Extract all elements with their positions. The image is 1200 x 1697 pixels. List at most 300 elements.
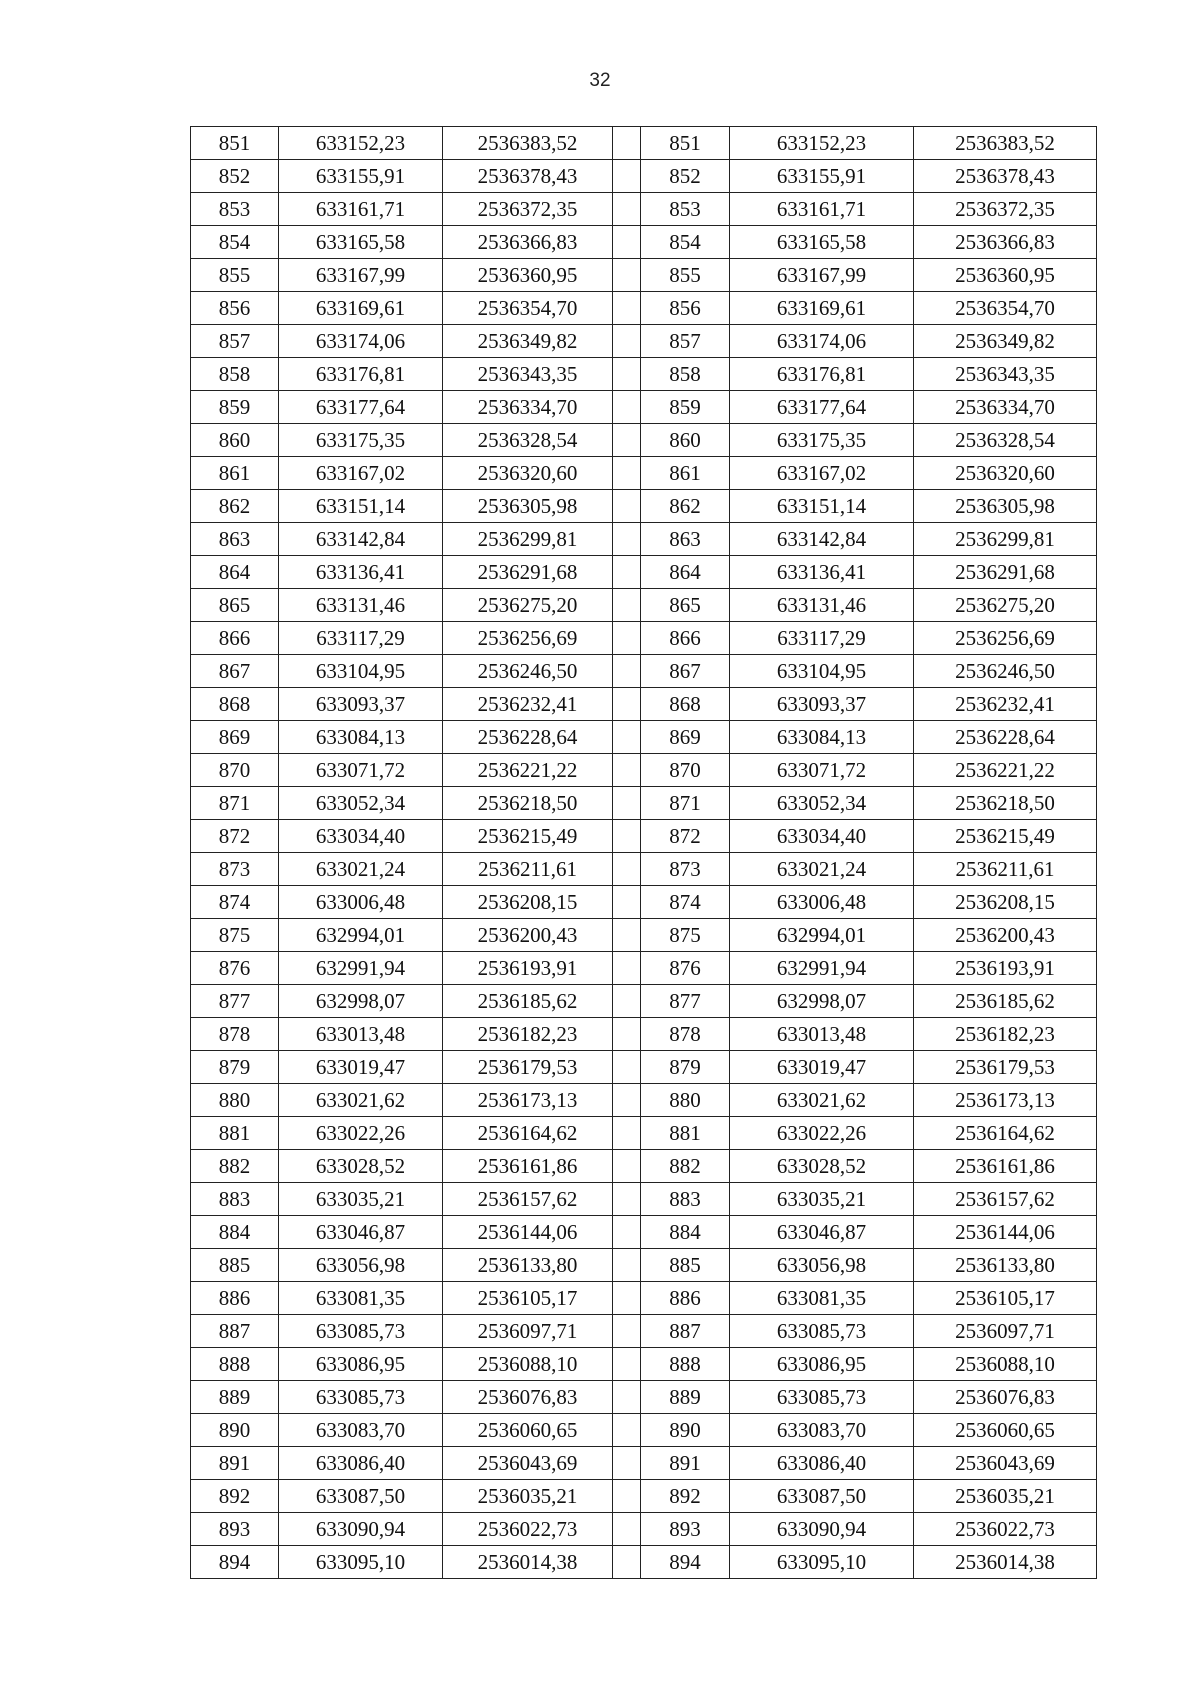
y-coordinate-left-cell: 2536372,35 bbox=[443, 193, 613, 226]
point-number-left-cell: 879 bbox=[191, 1051, 279, 1084]
point-number-left-cell: 893 bbox=[191, 1513, 279, 1546]
point-number-left-cell: 884 bbox=[191, 1216, 279, 1249]
x-coordinate-right-cell: 633176,81 bbox=[730, 358, 914, 391]
x-coordinate-left-cell: 633006,48 bbox=[279, 886, 443, 919]
point-number-right-cell: 885 bbox=[641, 1249, 730, 1282]
separator-cell bbox=[613, 1084, 641, 1117]
separator-cell bbox=[613, 1348, 641, 1381]
page-number: 32 bbox=[589, 70, 611, 91]
separator-cell bbox=[613, 589, 641, 622]
x-coordinate-right-cell: 633087,50 bbox=[730, 1480, 914, 1513]
y-coordinate-left-cell: 2536215,49 bbox=[443, 820, 613, 853]
x-coordinate-right-cell: 633085,73 bbox=[730, 1315, 914, 1348]
y-coordinate-left-cell: 2536088,10 bbox=[443, 1348, 613, 1381]
point-number-right-cell: 868 bbox=[641, 688, 730, 721]
y-coordinate-right-cell: 2536043,69 bbox=[914, 1447, 1097, 1480]
separator-cell bbox=[613, 622, 641, 655]
point-number-right-cell: 894 bbox=[641, 1546, 730, 1579]
separator-cell bbox=[613, 688, 641, 721]
point-number-right-cell: 872 bbox=[641, 820, 730, 853]
x-coordinate-left-cell: 633176,81 bbox=[279, 358, 443, 391]
point-number-left-cell: 868 bbox=[191, 688, 279, 721]
point-number-left-cell: 865 bbox=[191, 589, 279, 622]
y-coordinate-left-cell: 2536157,62 bbox=[443, 1183, 613, 1216]
y-coordinate-right-cell: 2536215,49 bbox=[914, 820, 1097, 853]
table-row bbox=[191, 1249, 1097, 1282]
table-row bbox=[191, 1051, 1097, 1084]
coordinates-table bbox=[190, 126, 1097, 1579]
separator-cell bbox=[613, 424, 641, 457]
y-coordinate-left-cell: 2536275,20 bbox=[443, 589, 613, 622]
y-coordinate-right-cell: 2536035,21 bbox=[914, 1480, 1097, 1513]
point-number-right-cell: 876 bbox=[641, 952, 730, 985]
point-number-right-cell: 866 bbox=[641, 622, 730, 655]
x-coordinate-right-cell: 633093,37 bbox=[730, 688, 914, 721]
x-coordinate-left-cell: 633152,23 bbox=[279, 127, 443, 160]
y-coordinate-left-cell: 2536173,13 bbox=[443, 1084, 613, 1117]
y-coordinate-right-cell: 2536256,69 bbox=[914, 622, 1097, 655]
y-coordinate-right-cell: 2536105,17 bbox=[914, 1282, 1097, 1315]
y-coordinate-right-cell: 2536291,68 bbox=[914, 556, 1097, 589]
separator-cell bbox=[613, 919, 641, 952]
point-number-right-cell: 855 bbox=[641, 259, 730, 292]
point-number-left-cell: 880 bbox=[191, 1084, 279, 1117]
x-coordinate-left-cell: 633086,40 bbox=[279, 1447, 443, 1480]
y-coordinate-left-cell: 2536334,70 bbox=[443, 391, 613, 424]
x-coordinate-left-cell: 633174,06 bbox=[279, 325, 443, 358]
y-coordinate-left-cell: 2536378,43 bbox=[443, 160, 613, 193]
point-number-right-cell: 877 bbox=[641, 985, 730, 1018]
table-row bbox=[191, 160, 1097, 193]
separator-cell bbox=[613, 1546, 641, 1579]
y-coordinate-left-cell: 2536228,64 bbox=[443, 721, 613, 754]
point-number-right-cell: 884 bbox=[641, 1216, 730, 1249]
point-number-left-cell: 874 bbox=[191, 886, 279, 919]
separator-cell bbox=[613, 490, 641, 523]
table-row bbox=[191, 820, 1097, 853]
point-number-left-cell: 891 bbox=[191, 1447, 279, 1480]
y-coordinate-left-cell: 2536291,68 bbox=[443, 556, 613, 589]
x-coordinate-right-cell: 633019,47 bbox=[730, 1051, 914, 1084]
point-number-right-cell: 890 bbox=[641, 1414, 730, 1447]
y-coordinate-right-cell: 2536185,62 bbox=[914, 985, 1097, 1018]
point-number-right-cell: 856 bbox=[641, 292, 730, 325]
point-number-right-cell: 887 bbox=[641, 1315, 730, 1348]
table-row bbox=[191, 1117, 1097, 1150]
point-number-right-cell: 889 bbox=[641, 1381, 730, 1414]
x-coordinate-right-cell: 633034,40 bbox=[730, 820, 914, 853]
point-number-right-cell: 853 bbox=[641, 193, 730, 226]
point-number-right-cell: 881 bbox=[641, 1117, 730, 1150]
y-coordinate-left-cell: 2536076,83 bbox=[443, 1381, 613, 1414]
table-row bbox=[191, 886, 1097, 919]
y-coordinate-left-cell: 2536097,71 bbox=[443, 1315, 613, 1348]
y-coordinate-right-cell: 2536179,53 bbox=[914, 1051, 1097, 1084]
y-coordinate-right-cell: 2536299,81 bbox=[914, 523, 1097, 556]
separator-cell bbox=[613, 391, 641, 424]
separator-cell bbox=[613, 160, 641, 193]
point-number-left-cell: 853 bbox=[191, 193, 279, 226]
x-coordinate-right-cell: 633006,48 bbox=[730, 886, 914, 919]
table-row bbox=[191, 853, 1097, 886]
point-number-right-cell: 870 bbox=[641, 754, 730, 787]
point-number-left-cell: 873 bbox=[191, 853, 279, 886]
x-coordinate-left-cell: 633151,14 bbox=[279, 490, 443, 523]
separator-cell bbox=[613, 556, 641, 589]
table-row bbox=[191, 754, 1097, 787]
separator-cell bbox=[613, 721, 641, 754]
x-coordinate-right-cell: 633022,26 bbox=[730, 1117, 914, 1150]
separator-cell bbox=[613, 1216, 641, 1249]
y-coordinate-left-cell: 2536366,83 bbox=[443, 226, 613, 259]
table-row bbox=[191, 1216, 1097, 1249]
y-coordinate-left-cell: 2536185,62 bbox=[443, 985, 613, 1018]
coordinates-table-body bbox=[191, 127, 1097, 1579]
x-coordinate-right-cell: 632998,07 bbox=[730, 985, 914, 1018]
point-number-right-cell: 892 bbox=[641, 1480, 730, 1513]
point-number-right-cell: 867 bbox=[641, 655, 730, 688]
point-number-left-cell: 852 bbox=[191, 160, 279, 193]
x-coordinate-left-cell: 633165,58 bbox=[279, 226, 443, 259]
point-number-left-cell: 870 bbox=[191, 754, 279, 787]
y-coordinate-right-cell: 2536076,83 bbox=[914, 1381, 1097, 1414]
x-coordinate-left-cell: 633095,10 bbox=[279, 1546, 443, 1579]
point-number-left-cell: 892 bbox=[191, 1480, 279, 1513]
y-coordinate-right-cell: 2536133,80 bbox=[914, 1249, 1097, 1282]
x-coordinate-right-cell: 633086,95 bbox=[730, 1348, 914, 1381]
table-row bbox=[191, 688, 1097, 721]
x-coordinate-right-cell: 633151,14 bbox=[730, 490, 914, 523]
x-coordinate-right-cell: 633169,61 bbox=[730, 292, 914, 325]
y-coordinate-right-cell: 2536218,50 bbox=[914, 787, 1097, 820]
point-number-left-cell: 872 bbox=[191, 820, 279, 853]
point-number-left-cell: 886 bbox=[191, 1282, 279, 1315]
y-coordinate-left-cell: 2536299,81 bbox=[443, 523, 613, 556]
x-coordinate-right-cell: 633071,72 bbox=[730, 754, 914, 787]
x-coordinate-left-cell: 633155,91 bbox=[279, 160, 443, 193]
point-number-left-cell: 864 bbox=[191, 556, 279, 589]
x-coordinate-right-cell: 633086,40 bbox=[730, 1447, 914, 1480]
separator-cell bbox=[613, 127, 641, 160]
table-row bbox=[191, 589, 1097, 622]
x-coordinate-right-cell: 633155,91 bbox=[730, 160, 914, 193]
y-coordinate-left-cell: 2536320,60 bbox=[443, 457, 613, 490]
y-coordinate-right-cell: 2536354,70 bbox=[914, 292, 1097, 325]
separator-cell bbox=[613, 1414, 641, 1447]
x-coordinate-left-cell: 633169,61 bbox=[279, 292, 443, 325]
x-coordinate-left-cell: 633071,72 bbox=[279, 754, 443, 787]
y-coordinate-left-cell: 2536232,41 bbox=[443, 688, 613, 721]
y-coordinate-left-cell: 2536208,15 bbox=[443, 886, 613, 919]
x-coordinate-right-cell: 633167,99 bbox=[730, 259, 914, 292]
table-row bbox=[191, 1084, 1097, 1117]
x-coordinate-left-cell: 632994,01 bbox=[279, 919, 443, 952]
point-number-left-cell: 854 bbox=[191, 226, 279, 259]
x-coordinate-left-cell: 633117,29 bbox=[279, 622, 443, 655]
x-coordinate-right-cell: 633142,84 bbox=[730, 523, 914, 556]
separator-cell bbox=[613, 1150, 641, 1183]
point-number-left-cell: 869 bbox=[191, 721, 279, 754]
separator-cell bbox=[613, 259, 641, 292]
table-row bbox=[191, 655, 1097, 688]
table-row bbox=[191, 226, 1097, 259]
y-coordinate-right-cell: 2536305,98 bbox=[914, 490, 1097, 523]
y-coordinate-right-cell: 2536372,35 bbox=[914, 193, 1097, 226]
point-number-right-cell: 883 bbox=[641, 1183, 730, 1216]
table-row bbox=[191, 1480, 1097, 1513]
y-coordinate-right-cell: 2536211,61 bbox=[914, 853, 1097, 886]
table-row bbox=[191, 622, 1097, 655]
point-number-right-cell: 865 bbox=[641, 589, 730, 622]
y-coordinate-right-cell: 2536360,95 bbox=[914, 259, 1097, 292]
separator-cell bbox=[613, 1051, 641, 1084]
x-coordinate-right-cell: 633090,94 bbox=[730, 1513, 914, 1546]
separator-cell bbox=[613, 1315, 641, 1348]
table-row bbox=[191, 1315, 1097, 1348]
point-number-right-cell: 888 bbox=[641, 1348, 730, 1381]
x-coordinate-right-cell: 633021,62 bbox=[730, 1084, 914, 1117]
point-number-right-cell: 862 bbox=[641, 490, 730, 523]
point-number-right-cell: 852 bbox=[641, 160, 730, 193]
x-coordinate-right-cell: 633177,64 bbox=[730, 391, 914, 424]
y-coordinate-right-cell: 2536173,13 bbox=[914, 1084, 1097, 1117]
separator-cell bbox=[613, 193, 641, 226]
x-coordinate-right-cell: 633035,21 bbox=[730, 1183, 914, 1216]
point-number-right-cell: 874 bbox=[641, 886, 730, 919]
separator-cell bbox=[613, 754, 641, 787]
y-coordinate-right-cell: 2536164,62 bbox=[914, 1117, 1097, 1150]
x-coordinate-left-cell: 633085,73 bbox=[279, 1315, 443, 1348]
x-coordinate-left-cell: 633086,95 bbox=[279, 1348, 443, 1381]
separator-cell bbox=[613, 292, 641, 325]
table-row bbox=[191, 787, 1097, 820]
x-coordinate-right-cell: 633165,58 bbox=[730, 226, 914, 259]
point-number-left-cell: 881 bbox=[191, 1117, 279, 1150]
point-number-left-cell: 863 bbox=[191, 523, 279, 556]
y-coordinate-left-cell: 2536164,62 bbox=[443, 1117, 613, 1150]
y-coordinate-right-cell: 2536349,82 bbox=[914, 325, 1097, 358]
x-coordinate-right-cell: 633104,95 bbox=[730, 655, 914, 688]
table-row bbox=[191, 1381, 1097, 1414]
y-coordinate-left-cell: 2536022,73 bbox=[443, 1513, 613, 1546]
y-coordinate-right-cell: 2536232,41 bbox=[914, 688, 1097, 721]
point-number-left-cell: 887 bbox=[191, 1315, 279, 1348]
table-row bbox=[191, 1018, 1097, 1051]
y-coordinate-right-cell: 2536097,71 bbox=[914, 1315, 1097, 1348]
x-coordinate-left-cell: 633084,13 bbox=[279, 721, 443, 754]
table-row bbox=[191, 721, 1097, 754]
point-number-right-cell: 873 bbox=[641, 853, 730, 886]
x-coordinate-right-cell: 633084,13 bbox=[730, 721, 914, 754]
y-coordinate-left-cell: 2536246,50 bbox=[443, 655, 613, 688]
x-coordinate-right-cell: 633081,35 bbox=[730, 1282, 914, 1315]
separator-cell bbox=[613, 1018, 641, 1051]
table-row bbox=[191, 490, 1097, 523]
y-coordinate-left-cell: 2536200,43 bbox=[443, 919, 613, 952]
separator-cell bbox=[613, 1447, 641, 1480]
point-number-left-cell: 885 bbox=[191, 1249, 279, 1282]
point-number-right-cell: 860 bbox=[641, 424, 730, 457]
y-coordinate-right-cell: 2536343,35 bbox=[914, 358, 1097, 391]
x-coordinate-left-cell: 633090,94 bbox=[279, 1513, 443, 1546]
y-coordinate-left-cell: 2536105,17 bbox=[443, 1282, 613, 1315]
point-number-right-cell: 858 bbox=[641, 358, 730, 391]
x-coordinate-right-cell: 633046,87 bbox=[730, 1216, 914, 1249]
x-coordinate-right-cell: 633167,02 bbox=[730, 457, 914, 490]
separator-cell bbox=[613, 655, 641, 688]
point-number-right-cell: 882 bbox=[641, 1150, 730, 1183]
table-row bbox=[191, 424, 1097, 457]
x-coordinate-right-cell: 633056,98 bbox=[730, 1249, 914, 1282]
table-row bbox=[191, 1513, 1097, 1546]
y-coordinate-left-cell: 2536060,65 bbox=[443, 1414, 613, 1447]
y-coordinate-left-cell: 2536193,91 bbox=[443, 952, 613, 985]
point-number-left-cell: 883 bbox=[191, 1183, 279, 1216]
point-number-left-cell: 856 bbox=[191, 292, 279, 325]
x-coordinate-right-cell: 632991,94 bbox=[730, 952, 914, 985]
x-coordinate-left-cell: 632998,07 bbox=[279, 985, 443, 1018]
x-coordinate-left-cell: 633019,47 bbox=[279, 1051, 443, 1084]
table-row bbox=[191, 292, 1097, 325]
x-coordinate-right-cell: 633117,29 bbox=[730, 622, 914, 655]
table-row bbox=[191, 391, 1097, 424]
y-coordinate-left-cell: 2536179,53 bbox=[443, 1051, 613, 1084]
x-coordinate-right-cell: 633095,10 bbox=[730, 1546, 914, 1579]
separator-cell bbox=[613, 1282, 641, 1315]
y-coordinate-right-cell: 2536328,54 bbox=[914, 424, 1097, 457]
x-coordinate-left-cell: 633056,98 bbox=[279, 1249, 443, 1282]
x-coordinate-left-cell: 633081,35 bbox=[279, 1282, 443, 1315]
separator-cell bbox=[613, 457, 641, 490]
y-coordinate-left-cell: 2536221,22 bbox=[443, 754, 613, 787]
point-number-left-cell: 875 bbox=[191, 919, 279, 952]
table-row bbox=[191, 457, 1097, 490]
separator-cell bbox=[613, 820, 641, 853]
separator-cell bbox=[613, 1513, 641, 1546]
y-coordinate-left-cell: 2536256,69 bbox=[443, 622, 613, 655]
point-number-left-cell: 859 bbox=[191, 391, 279, 424]
x-coordinate-left-cell: 633085,73 bbox=[279, 1381, 443, 1414]
y-coordinate-left-cell: 2536133,80 bbox=[443, 1249, 613, 1282]
separator-cell bbox=[613, 985, 641, 1018]
y-coordinate-left-cell: 2536144,06 bbox=[443, 1216, 613, 1249]
y-coordinate-right-cell: 2536200,43 bbox=[914, 919, 1097, 952]
table-row bbox=[191, 556, 1097, 589]
x-coordinate-left-cell: 633083,70 bbox=[279, 1414, 443, 1447]
table-row bbox=[191, 259, 1097, 292]
y-coordinate-right-cell: 2536161,86 bbox=[914, 1150, 1097, 1183]
point-number-right-cell: 886 bbox=[641, 1282, 730, 1315]
separator-cell bbox=[613, 1183, 641, 1216]
point-number-left-cell: 888 bbox=[191, 1348, 279, 1381]
table-row bbox=[191, 919, 1097, 952]
y-coordinate-right-cell: 2536088,10 bbox=[914, 1348, 1097, 1381]
x-coordinate-left-cell: 632991,94 bbox=[279, 952, 443, 985]
y-coordinate-left-cell: 2536035,21 bbox=[443, 1480, 613, 1513]
y-coordinate-right-cell: 2536221,22 bbox=[914, 754, 1097, 787]
separator-cell bbox=[613, 853, 641, 886]
y-coordinate-left-cell: 2536218,50 bbox=[443, 787, 613, 820]
separator-cell bbox=[613, 1117, 641, 1150]
y-coordinate-right-cell: 2536022,73 bbox=[914, 1513, 1097, 1546]
x-coordinate-right-cell: 632994,01 bbox=[730, 919, 914, 952]
point-number-right-cell: 857 bbox=[641, 325, 730, 358]
x-coordinate-left-cell: 633104,95 bbox=[279, 655, 443, 688]
separator-cell bbox=[613, 523, 641, 556]
point-number-left-cell: 867 bbox=[191, 655, 279, 688]
y-coordinate-left-cell: 2536328,54 bbox=[443, 424, 613, 457]
table-row bbox=[191, 1447, 1097, 1480]
y-coordinate-left-cell: 2536305,98 bbox=[443, 490, 613, 523]
separator-cell bbox=[613, 226, 641, 259]
point-number-left-cell: 889 bbox=[191, 1381, 279, 1414]
y-coordinate-left-cell: 2536161,86 bbox=[443, 1150, 613, 1183]
separator-cell bbox=[613, 1480, 641, 1513]
x-coordinate-right-cell: 633021,24 bbox=[730, 853, 914, 886]
point-number-right-cell: 864 bbox=[641, 556, 730, 589]
point-number-left-cell: 860 bbox=[191, 424, 279, 457]
separator-cell bbox=[613, 1249, 641, 1282]
separator-cell bbox=[613, 952, 641, 985]
x-coordinate-left-cell: 633052,34 bbox=[279, 787, 443, 820]
point-number-left-cell: 877 bbox=[191, 985, 279, 1018]
x-coordinate-left-cell: 633167,99 bbox=[279, 259, 443, 292]
table-row bbox=[191, 1150, 1097, 1183]
point-number-left-cell: 857 bbox=[191, 325, 279, 358]
point-number-left-cell: 894 bbox=[191, 1546, 279, 1579]
point-number-right-cell: 871 bbox=[641, 787, 730, 820]
y-coordinate-right-cell: 2536383,52 bbox=[914, 127, 1097, 160]
table-row bbox=[191, 523, 1097, 556]
point-number-right-cell: 880 bbox=[641, 1084, 730, 1117]
y-coordinate-left-cell: 2536014,38 bbox=[443, 1546, 613, 1579]
x-coordinate-right-cell: 633174,06 bbox=[730, 325, 914, 358]
table-row bbox=[191, 1414, 1097, 1447]
x-coordinate-left-cell: 633136,41 bbox=[279, 556, 443, 589]
point-number-right-cell: 875 bbox=[641, 919, 730, 952]
point-number-right-cell: 851 bbox=[641, 127, 730, 160]
x-coordinate-left-cell: 633022,26 bbox=[279, 1117, 443, 1150]
y-coordinate-right-cell: 2536144,06 bbox=[914, 1216, 1097, 1249]
x-coordinate-left-cell: 633046,87 bbox=[279, 1216, 443, 1249]
y-coordinate-left-cell: 2536383,52 bbox=[443, 127, 613, 160]
y-coordinate-right-cell: 2536378,43 bbox=[914, 160, 1097, 193]
table-row bbox=[191, 325, 1097, 358]
x-coordinate-left-cell: 633087,50 bbox=[279, 1480, 443, 1513]
y-coordinate-right-cell: 2536320,60 bbox=[914, 457, 1097, 490]
y-coordinate-left-cell: 2536182,23 bbox=[443, 1018, 613, 1051]
y-coordinate-right-cell: 2536334,70 bbox=[914, 391, 1097, 424]
point-number-left-cell: 858 bbox=[191, 358, 279, 391]
point-number-left-cell: 862 bbox=[191, 490, 279, 523]
point-number-right-cell: 879 bbox=[641, 1051, 730, 1084]
x-coordinate-left-cell: 633167,02 bbox=[279, 457, 443, 490]
x-coordinate-right-cell: 633052,34 bbox=[730, 787, 914, 820]
x-coordinate-right-cell: 633028,52 bbox=[730, 1150, 914, 1183]
x-coordinate-right-cell: 633085,73 bbox=[730, 1381, 914, 1414]
x-coordinate-left-cell: 633131,46 bbox=[279, 589, 443, 622]
table-row bbox=[191, 127, 1097, 160]
y-coordinate-left-cell: 2536043,69 bbox=[443, 1447, 613, 1480]
point-number-right-cell: 878 bbox=[641, 1018, 730, 1051]
x-coordinate-left-cell: 633177,64 bbox=[279, 391, 443, 424]
y-coordinate-left-cell: 2536343,35 bbox=[443, 358, 613, 391]
table-row bbox=[191, 1183, 1097, 1216]
point-number-left-cell: 866 bbox=[191, 622, 279, 655]
x-coordinate-right-cell: 633013,48 bbox=[730, 1018, 914, 1051]
separator-cell bbox=[613, 325, 641, 358]
y-coordinate-right-cell: 2536275,20 bbox=[914, 589, 1097, 622]
